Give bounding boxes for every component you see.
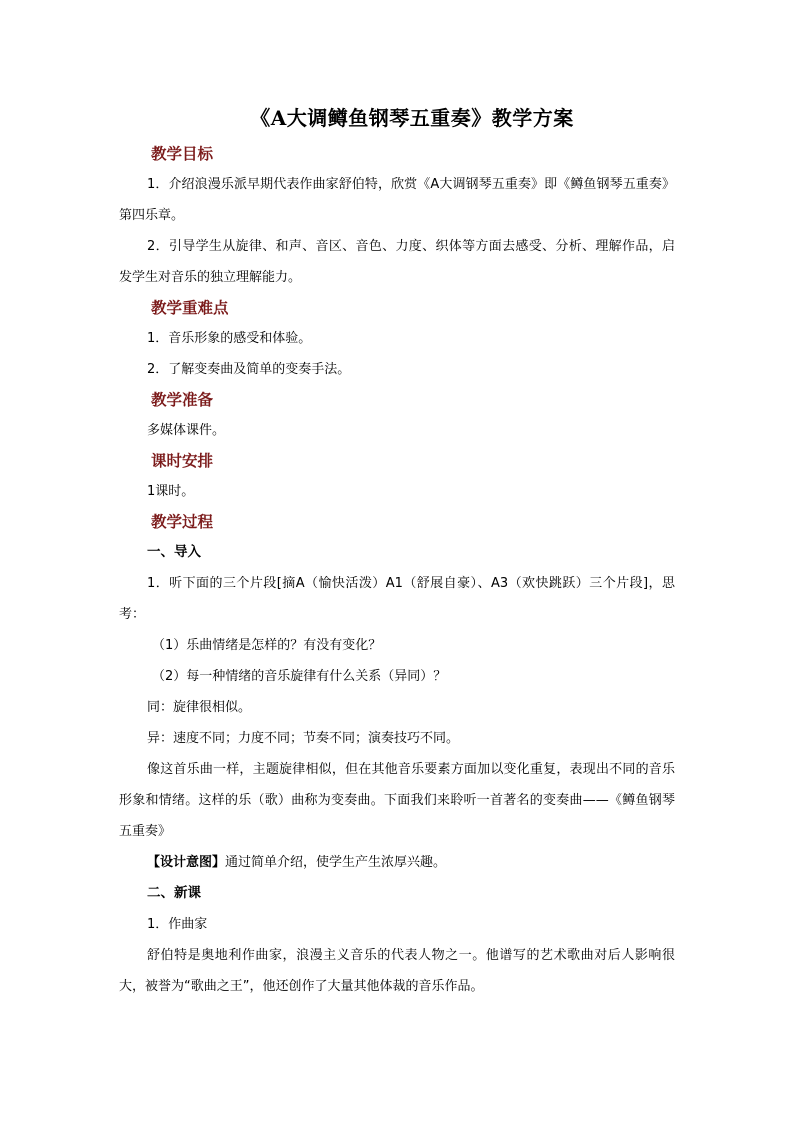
composer-paragraph: 舒伯特是奥地利作曲家，浪漫主义音乐的代表人物之一。他谱写的艺术歌曲对后人影响很大，被誉为“歌曲之王”，他还创作了大量其他体裁的音乐作品。	[119, 948, 675, 994]
document-content	[119, 103, 675, 1002]
heading-goals: 教学目标	[151, 144, 214, 163]
intro-diff: 异：速度不同；力度不同；节奏不同；演奏技巧不同。	[147, 731, 460, 746]
document-title: 《A大调鳟鱼钢琴五重奏》教学方案	[250, 106, 574, 130]
heading-process: 教学过程	[151, 512, 214, 531]
schedule-paragraph: 1课时。	[147, 484, 195, 499]
subheading-new-lesson: 二、新课	[147, 885, 201, 901]
heading-key-points: 教学重难点	[151, 298, 229, 317]
intro-design-intent	[119, 847, 675, 878]
goals-paragraph-1: 1．介绍浪漫乐派早期代表作曲家舒伯特，欣赏《A大调钢琴五重奏》即《鳟鱼钢琴五重奏》第四乐章。	[119, 177, 675, 223]
intro-question-1: （1）乐曲情绪是怎样的？有没有变化？	[152, 638, 382, 653]
intro-same: 同：旋律很相似。	[147, 700, 252, 715]
key-points-paragraph-1: 1．音乐形象的感受和体验。	[147, 331, 312, 346]
design-intent-label: 【设计意图】	[147, 855, 226, 870]
heading-preparation: 教学准备	[151, 390, 214, 409]
goals-paragraph-2: 2．引导学生从旋律、和声、音区、音色、力度、织体等方面去感受、分析、理解作品，启发学生对音乐的独立理解能力。	[119, 239, 675, 285]
intro-paragraph-2: 像这首乐曲一样，主题旋律相似，但在其他音乐要素方面加以变化重复，表现出不同的音乐形象和情绪。这样的乐（歌）曲称为变奏曲。下面我们来聆听一首著名的变奏曲——《鳟鱼钢琴五重奏》	[119, 762, 675, 839]
composer-heading: 1．作曲家	[147, 917, 208, 932]
intro-paragraph-1: 1．听下面的三个片段[摘A（愉快活泼）A1（舒展自豪）、A3（欢快跳跃）三个片段]，思考：	[119, 576, 675, 622]
intro-question-2: （2）每一种情绪的音乐旋律有什么关系（异同）？	[152, 669, 447, 684]
key-points-paragraph-2: 2．了解变奏曲及简单的变奏手法。	[147, 362, 351, 377]
heading-schedule: 课时安排	[151, 451, 214, 470]
preparation-paragraph: 多媒体课件。	[147, 423, 226, 438]
design-intent-text: 通过简单介绍，使学生产生浓厚兴趣。	[225, 855, 447, 870]
subheading-intro: 一、导入	[147, 544, 201, 560]
